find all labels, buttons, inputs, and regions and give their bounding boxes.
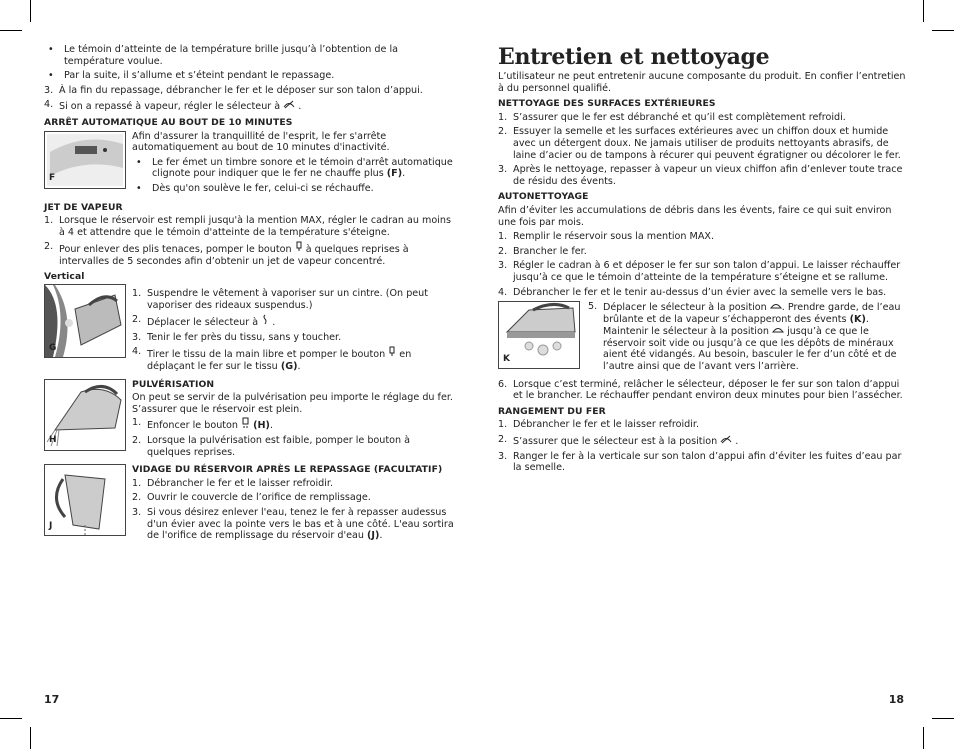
steam-burst-icon	[388, 346, 396, 361]
crop-mark	[923, 0, 924, 22]
figure-g: G	[44, 284, 126, 358]
vertical-section	[44, 284, 456, 376]
list-item: 2. Déplacer le sélecteur à .	[132, 314, 276, 329]
section-heading: AUTONETTOYAGE	[498, 191, 589, 203]
list-item: 1. Débrancher le fer et le laisser refroidir.	[498, 419, 700, 431]
crop-mark	[0, 718, 22, 719]
auto-off-section: F Afin d'assurer la tranquillité de l'esprit, le fer s'arrête automatiquement au bout de 10 minutes d'inactivité. • Le fer émet un timbre sonore et le témoin d'arrêt automatique clignote pour indiquer que le fer ne chauffe plus (F). • Dès qu'on soulève le fer, celui-ci se réchauffe.	[44, 131, 456, 198]
iron-control-panel-icon	[45, 132, 125, 188]
spray-section: H PULVÉRISATION On peut se servir de la pulvérisation peu importe le réglage du fer. S’assurer que le réservoir est plein. 1. Enfoncer le bouton (H). 2. Lorsque la pulvérisation est faible, pomper le bouton à quelques reprises.	[44, 379, 456, 462]
empty-reservoir-iron-icon	[45, 465, 125, 535]
page-number: 18	[888, 693, 904, 707]
exterior-steps	[498, 112, 912, 188]
no-steam-setting-icon	[720, 434, 732, 448]
list-item: 1. Suspendre le vêtement à vaporiser sur un cintre. (On peut vaporiser des rideaux suspendus.)	[132, 288, 429, 311]
section-heading: NETTOYAGE DES SURFACES EXTÉRIEURES	[498, 98, 716, 110]
list-item: • Dès qu'on soulève le fer, celui-ci se réchauffe.	[136, 182, 374, 194]
no-steam-setting-icon	[283, 99, 295, 113]
list-item: 5. Déplacer le sélecteur à la position . Prendre garde, de l’eau brûlante et de la vapeur s’échapperont des évents (K). Maintenir le sélecteur à la position jusqu’à ce que le réservoir soit vide ou jusqu’à ce que les dépôts de minéraux aient été vidangés. Au besoin, basculer le fer d’un côté et de l’autre ainsi que de l’avant vers l’arrière.	[588, 301, 901, 373]
list-item: 4. Tirer le tissu de la main libre et pomper le bouton en déplaçant le fer sur le tissu (G).	[132, 346, 412, 373]
list-item: 3. Tenir le fer près du tissu, sans y toucher.	[132, 331, 342, 343]
list-item: 2. Brancher le fer.	[498, 245, 587, 257]
list-item: 1. S’assurer que le fer est débranché et qu’il est complètement refroidi.	[498, 111, 846, 123]
self-clean-setting-icon	[770, 301, 782, 314]
section-heading: Vertical	[44, 270, 85, 282]
list-item: 2. Essuyer la semelle et les surfaces extérieures avec un chiffon doux et humide avec un détergent doux. Ne jamais utiliser de produits nettoyants abrasifs, de laine d’acier ou de tampons à récurer qui peuvent égratigner ou décolorer le fer.	[498, 126, 901, 161]
crop-mark	[0, 30, 22, 31]
steam-burst-icon	[295, 241, 303, 256]
section-heading: VIDAGE DU RÉSERVOIR APRÈS LE REPASSAGE (FACULTATIF)	[132, 464, 443, 476]
figure-k: K	[498, 301, 580, 369]
figure-j: J	[44, 464, 126, 536]
section-heading: ARRÊT AUTOMATIQUE AU BOUT DE 10 MINUTES	[44, 116, 293, 128]
left-page	[44, 0, 456, 749]
steam-setting-icon	[261, 314, 269, 329]
list-item: 2. Ouvrir le couvercle de l’orifice de remplissage.	[132, 492, 371, 504]
list-item: • Le fer émet un timbre sonore et le témoin d'arrêt automatique clignote pour indiquer que le fer ne chauffe plus (F).	[136, 156, 453, 180]
list-item: 1. Enfoncer le bouton (H).	[132, 417, 274, 432]
right-page: Entretien et nettoyage L’utilisateur ne peut entretenir aucune composante du produit. En confier l’entretien à du personnel qualifié. NETTOYAGE DES SURFACES EXTÉRIEURES 1. S’assurer que le fer est débranché et qu’il est complètement refroidi. 2. Essuyer la semelle et les surfaces extérieures avec un chiffon doux et humide avec un détergent doux. Ne jamais utiliser de produits nettoyants abrasifs, de laine d’acier ou de tampons à récurer qui peuvent égratigner ou décolorer le fer. 3. Après le nettoyage, repasser à vapeur un vieux chiffon afin d’enlever toute trace de résidu des évents. AUTONETTOYAGE Afin d’éviter les accumulations de débris dans les évents, faire ce qui suit environ une fois par mois. 1. Remplir le réservoir sous la mention MAX. 2. Brancher le fer. 3. Régler le cadran à 6 et déposer le fer sur son talon d’appui. Le laisser réchauffer jusqu’à ce que le témoin d’atteinte de la température s’éteigne et se rallume. 4. Débrancher le fer et le tenir au-dessus d’un évier avec la semelle vers le bas. K 5. Déplacer le sélecteur à la position . Prendre garde, de l’eau brûlante et de la vapeur s’échapperont des évents (K). Maintenir le sélecteur à la position jusqu’à ce que le réservoir soit vide ou jusqu’à ce que les dépôts de minéraux aient été vidangés. Au besoin, basculer le fer d’un côté et de l’autre ainsi que de l’avant vers l’arrière. 6. Lorsque c’est terminé, relâcher le sélecteur, déposer le fer sur son talon d’appui et le brancher. Le réchauffer pendant environ deux minutes pour bien l’assécher. RANGEMENT DU FER 1. Débrancher le fer et le laisser refroidir. 2. S’assurer que le sélecteur est à la position . 3. Ranger le fer à la verticale sur son talon d’appui afin d’éviter les fuites d’eau par la semelle. 18	[498, 0, 912, 749]
crop-mark	[932, 718, 954, 719]
list-item: 3. Après le nettoyage, repasser à vapeur un vieux chiffon afin d’enlever toute trace de résidu des évents.	[498, 164, 903, 187]
list-item: 3. Régler le cadran à 6 et déposer le fer sur son talon d’appui. Le laisser réchauffer jusqu’à ce que le témoin d’atteinte de la température s’éteigne et se rallume.	[498, 260, 901, 283]
figure-f: F	[44, 131, 126, 189]
self-clean-iron-icon	[499, 302, 579, 368]
list-item: 3. Si vous désirez enlever l'eau, tenez le fer à repasser audessus d'un évier avec la pointe vers le bas et à une côté. L'eau sortira de l'orifice de remplissage du réservoir d'eau (J).	[132, 507, 454, 542]
list-item: 4. Si on a repassé à vapeur, régler le sélecteur à .	[44, 99, 302, 113]
crop-mark	[30, 727, 31, 749]
crop-mark	[30, 0, 31, 22]
list-item: • Par la suite, il s’allume et s’éteint pendant le repassage.	[48, 70, 335, 82]
figure-h: H	[44, 379, 126, 451]
list-item: 4. Débrancher le fer et le tenir au-dessus d’un évier avec la semelle vers le bas.	[498, 286, 887, 298]
self-clean-setting-icon	[772, 325, 784, 338]
vertical-steam-iron-icon	[45, 285, 125, 357]
list-item: 2. Lorsque la pulvérisation est faible, pomper le bouton à quelques reprises.	[132, 435, 411, 458]
list-item: 3. Ranger le fer à la verticale sur son talon d’appui afin d’éviter les fuites d’eau par la semelle.	[498, 450, 902, 474]
spray-iron-icon	[45, 380, 125, 450]
list-item: • Le témoin d’atteinte de la température brille jusqu’à l’obtention de la température voulue.	[48, 44, 399, 67]
list-item: 1. Débrancher le fer et le laisser refroidir.	[132, 477, 334, 489]
list-item: 6. Lorsque c’est terminé, relâcher le sélecteur, déposer le fer sur son talon d’appui et le brancher. Le réchauffer pendant environ deux minutes pour bien l’assécher.	[498, 378, 903, 402]
spray-button-icon	[241, 417, 250, 432]
page-title: Entretien et nettoyage	[498, 44, 770, 70]
page-number: 17	[44, 693, 60, 707]
list-item: 3. À la fin du repassage, débrancher le fer et le déposer sur son talon d’appui.	[44, 84, 423, 96]
list-item: 1. Lorsque le réservoir est rempli jusqu'à la mention MAX, régler le cadran au moins à 4 et attendre que le témoin d'atteinte de la température s'éteigne.	[44, 215, 451, 238]
section-heading: PULVÉRISATION	[132, 378, 215, 390]
list-item: 2. S’assurer que le sélecteur est à la position .	[498, 434, 739, 448]
list-item: 2. Pour enlever des plis tenaces, pomper le bouton à quelques reprises à intervalles de 5 secondes afin d’obtenir un jet de vapeur concentré.	[44, 241, 409, 267]
section-heading: RANGEMENT DU FER	[498, 405, 606, 417]
crop-mark	[923, 727, 924, 749]
list-item: 1. Remplir le réservoir sous la mention MAX.	[498, 231, 715, 243]
empty-reservoir-section	[44, 464, 456, 545]
crop-mark	[932, 30, 954, 31]
section-heading: JET DE VAPEUR	[44, 201, 123, 213]
self-clean-figure-section	[498, 301, 912, 376]
intro-section	[44, 44, 456, 113]
